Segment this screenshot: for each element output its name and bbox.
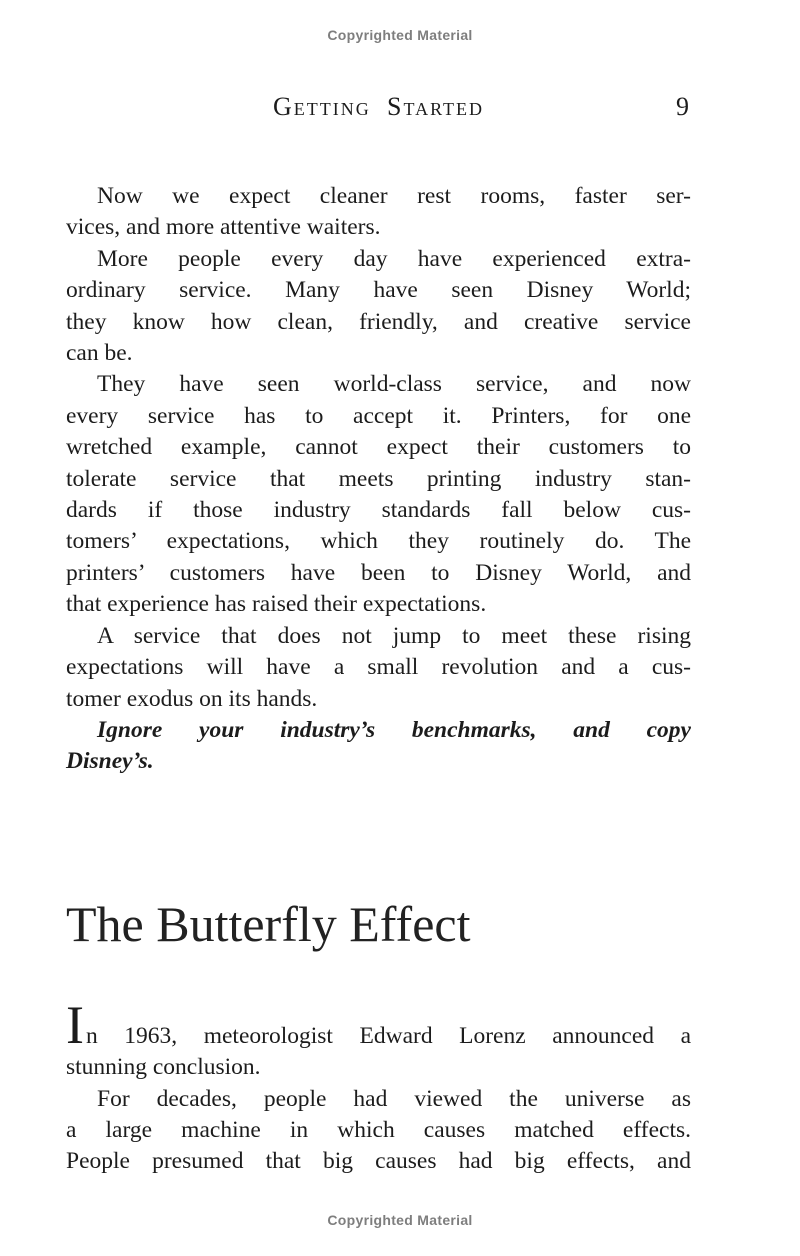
copyright-banner-bottom: Copyrighted Material (327, 1212, 473, 1228)
text-line: dards if those industry standards fall below cus- (66, 497, 691, 524)
body-text (66, 181, 691, 778)
raised-initial-cap: I (66, 994, 84, 1055)
paragraph (66, 181, 691, 244)
text-line: wretched example, cannot expect their customers to (66, 434, 691, 461)
text-line: every service has to accept it. Printers, for one (66, 402, 691, 429)
text-line: printers’ customers have been to Disney World, and (66, 559, 691, 586)
text-line: can be. (66, 340, 133, 367)
text-line: tomers’ expectations, which they routinely do. The (66, 528, 691, 555)
text-column (66, 181, 691, 1178)
paragraph (66, 1084, 691, 1178)
paragraph (66, 369, 691, 620)
text-line: Disney’s. (66, 748, 154, 775)
chapter-title: The Butterfly Effect (66, 895, 471, 952)
text-line: vices, and more attentive waiters. (66, 214, 381, 241)
text-line: tolerate service that meets printing industry stan- (66, 465, 691, 492)
text-line: Ignore your industry’s benchmarks, and copy (97, 716, 691, 743)
text-line: they know how clean, friendly, and creative service (66, 308, 691, 335)
text-line: In 1963, meteorologist Edward Lorenz announced a (66, 994, 691, 1055)
text-line: a large machine in which causes matched effects. (66, 1116, 691, 1143)
copyright-banner-top: Copyrighted Material (327, 27, 473, 43)
text-line: tomer exodus on its hands. (66, 685, 318, 712)
chapter-text (66, 994, 691, 1178)
text-line: For decades, people had viewed the universe as (97, 1085, 691, 1112)
text-line: More people every day have experienced extra- (97, 245, 691, 272)
running-header-title: Getting Started (273, 92, 484, 121)
text-line: A service that does not jump to meet these rising (97, 622, 691, 649)
paragraph (66, 244, 691, 370)
text-line: Now we expect cleaner rest rooms, faster ser- (97, 183, 691, 209)
paragraph (66, 621, 691, 715)
paragraph (66, 994, 691, 1084)
page-number: 9 (676, 92, 689, 121)
text-line: that experience has raised their expectations. (66, 591, 487, 618)
text-line: expectations will have a small revolution and a cus- (66, 654, 691, 681)
paragraph (66, 715, 691, 778)
running-header (66, 92, 691, 124)
text-line: They have seen world-class service, and now (97, 371, 691, 398)
text-line: People presumed that big causes had big effects, and (66, 1148, 691, 1175)
text-line: ordinary service. Many have seen Disney World; (66, 277, 691, 304)
text-line: stunning conclusion. (66, 1054, 261, 1081)
